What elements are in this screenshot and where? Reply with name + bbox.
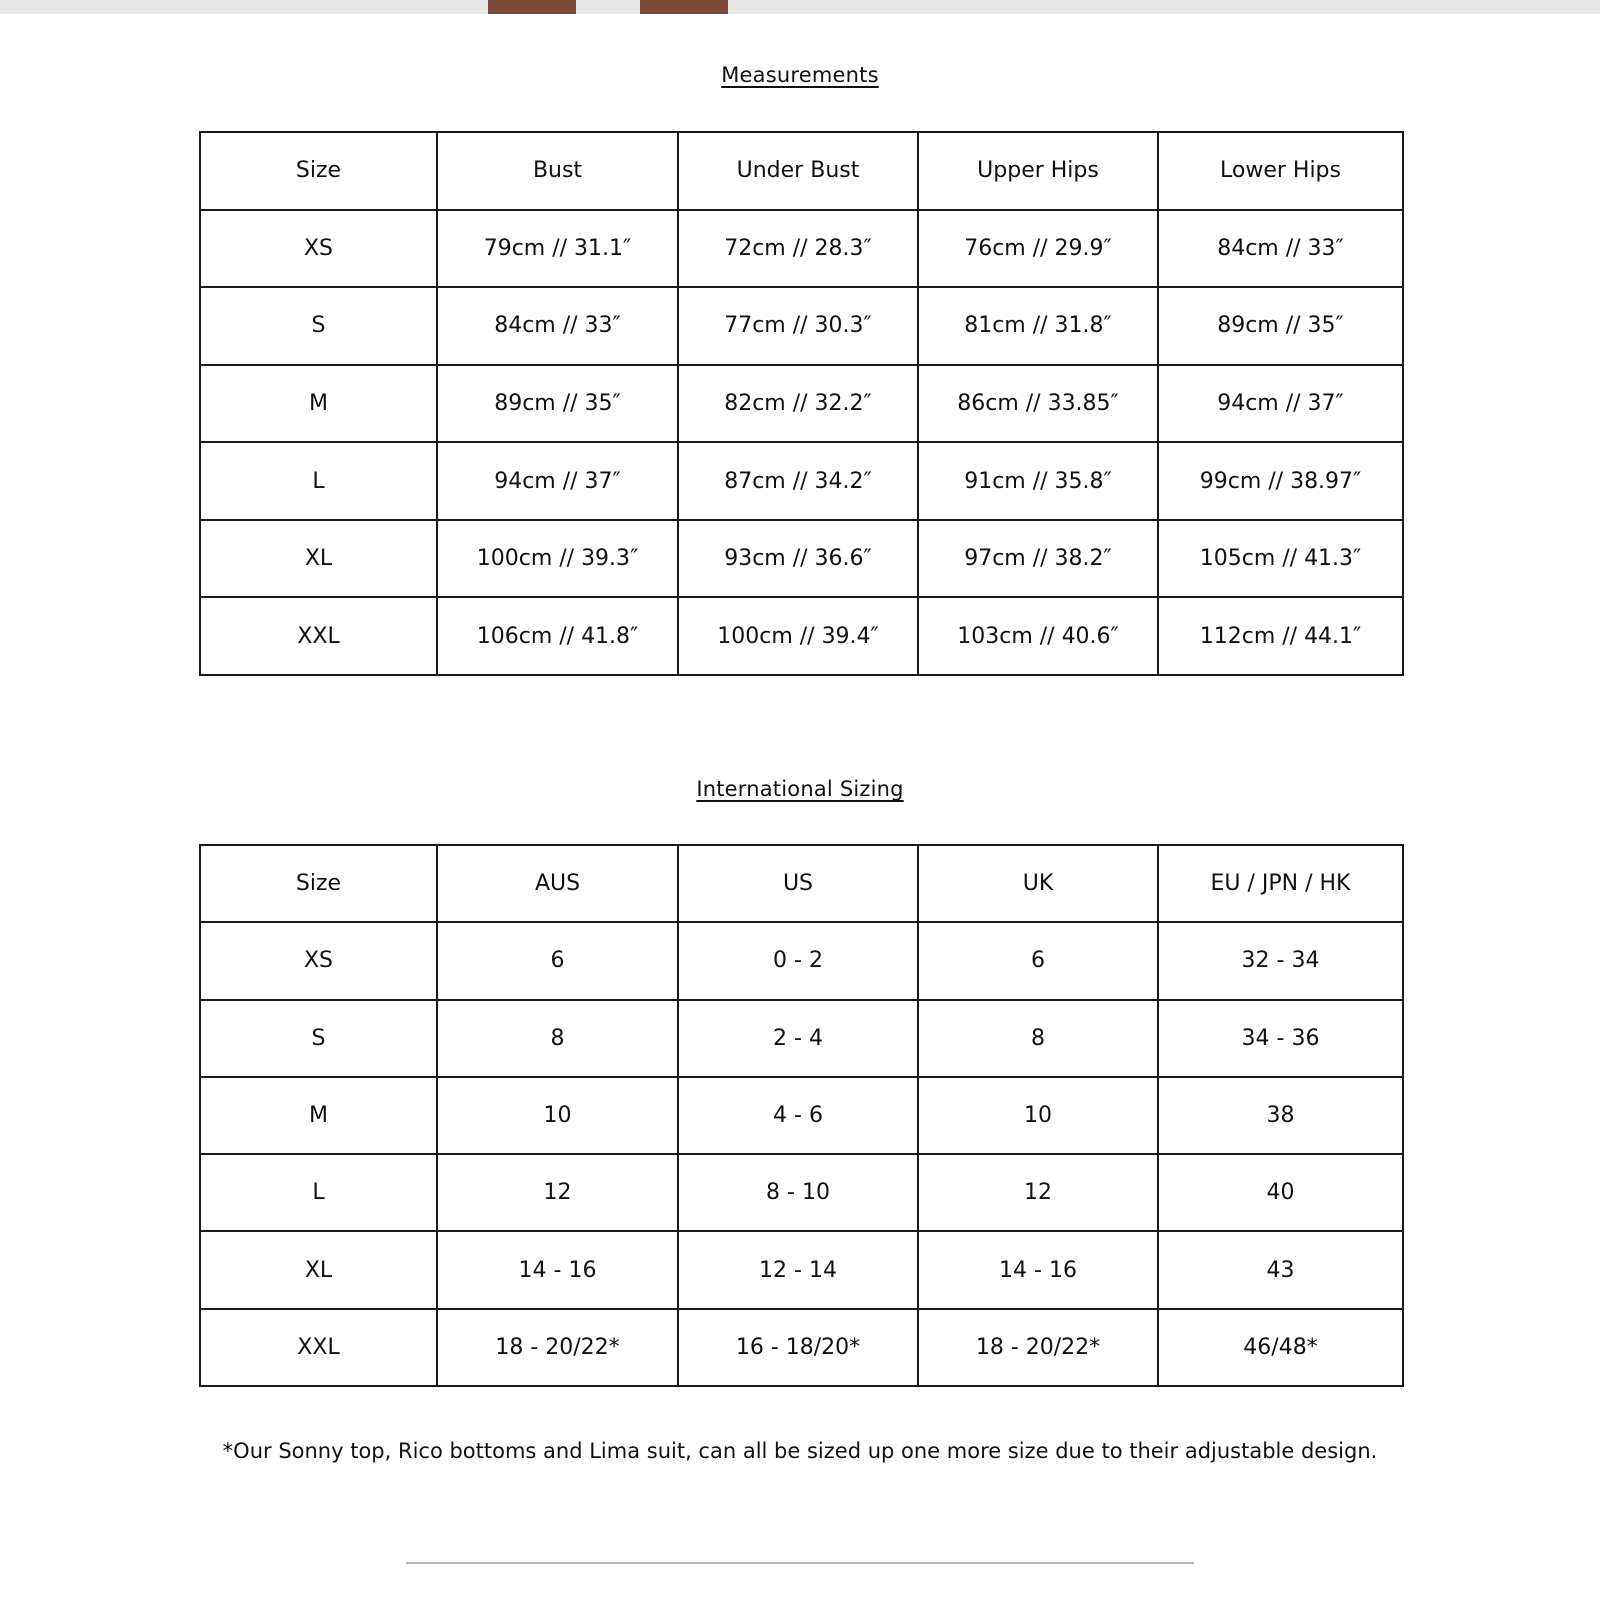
table-cell: 16 - 18/20*	[678, 1309, 918, 1386]
table-cell: 8	[918, 1000, 1158, 1077]
table-cell: 112cm // 44.1″	[1158, 597, 1403, 675]
table-cell: 100cm // 39.4″	[678, 597, 918, 675]
table-cell: 8 - 10	[678, 1154, 918, 1231]
header-cell: Under Bust	[678, 132, 918, 210]
size-cell: L	[200, 442, 437, 520]
table-cell: 99cm // 38.97″	[1158, 442, 1403, 520]
table-cell: 100cm // 39.3″	[437, 520, 678, 598]
table-row	[200, 1000, 1403, 1077]
table-cell: 12	[918, 1154, 1158, 1231]
table-cell: 81cm // 31.8″	[918, 287, 1158, 365]
size-cell: XS	[200, 210, 437, 288]
top-image-strip	[0, 0, 1600, 14]
table-cell: 84cm // 33″	[437, 287, 678, 365]
table-row	[200, 365, 1403, 443]
header-cell: Bust	[437, 132, 678, 210]
header-cell: AUS	[437, 845, 678, 922]
table-cell: 106cm // 41.8″	[437, 597, 678, 675]
header-cell: Size	[200, 845, 437, 922]
table-row	[200, 1077, 1403, 1154]
table-cell: 43	[1158, 1231, 1403, 1308]
table-cell: 79cm // 31.1″	[437, 210, 678, 288]
international-sizing-table	[199, 844, 1404, 1387]
table-cell: 18 - 20/22*	[918, 1309, 1158, 1386]
table-cell: 4 - 6	[678, 1077, 918, 1154]
size-cell: XS	[200, 922, 437, 999]
table-cell: 86cm // 33.85″	[918, 365, 1158, 443]
sizing-footnote: *Our Sonny top, Rico bottoms and Lima suit, can all be sized up one more size due to their adjustable design.	[222, 1439, 1378, 1463]
table-cell: 32 - 34	[1158, 922, 1403, 999]
table-cell: 72cm // 28.3″	[678, 210, 918, 288]
table-cell: 0 - 2	[678, 922, 918, 999]
table-cell: 14 - 16	[918, 1231, 1158, 1308]
measurements-table	[199, 131, 1404, 676]
table-cell: 6	[437, 922, 678, 999]
table-row	[200, 597, 1403, 675]
table-cell: 76cm // 29.9″	[918, 210, 1158, 288]
table-cell: 84cm // 33″	[1158, 210, 1403, 288]
header-cell: Upper Hips	[918, 132, 1158, 210]
international-header-row	[200, 845, 1403, 922]
header-cell: Lower Hips	[1158, 132, 1403, 210]
size-cell: S	[200, 287, 437, 365]
table-cell: 18 - 20/22*	[437, 1309, 678, 1386]
size-cell: XL	[200, 520, 437, 598]
table-row	[200, 210, 1403, 288]
size-cell: XXL	[200, 1309, 437, 1386]
size-cell: M	[200, 365, 437, 443]
table-cell: 46/48*	[1158, 1309, 1403, 1386]
size-cell: M	[200, 1077, 437, 1154]
table-cell: 103cm // 40.6″	[918, 597, 1158, 675]
model-leg-right	[640, 0, 728, 14]
table-cell: 12	[437, 1154, 678, 1231]
size-cell: XXL	[200, 597, 437, 675]
table-cell: 10	[918, 1077, 1158, 1154]
table-cell: 94cm // 37″	[1158, 365, 1403, 443]
header-cell: EU / JPN / HK	[1158, 845, 1403, 922]
table-cell: 93cm // 36.6″	[678, 520, 918, 598]
table-cell: 89cm // 35″	[1158, 287, 1403, 365]
table-cell: 94cm // 37″	[437, 442, 678, 520]
header-cell: Size	[200, 132, 437, 210]
bottom-divider	[406, 1562, 1194, 1564]
table-cell: 8	[437, 1000, 678, 1077]
table-cell: 34 - 36	[1158, 1000, 1403, 1077]
table-cell: 87cm // 34.2″	[678, 442, 918, 520]
table-cell: 89cm // 35″	[437, 365, 678, 443]
table-cell: 105cm // 41.3″	[1158, 520, 1403, 598]
table-cell: 14 - 16	[437, 1231, 678, 1308]
table-row	[200, 442, 1403, 520]
table-cell: 91cm // 35.8″	[918, 442, 1158, 520]
table-row	[200, 1231, 1403, 1308]
model-leg-left	[488, 0, 576, 14]
size-cell: L	[200, 1154, 437, 1231]
header-cell: US	[678, 845, 918, 922]
table-cell: 97cm // 38.2″	[918, 520, 1158, 598]
size-cell: XL	[200, 1231, 437, 1308]
table-row	[200, 1154, 1403, 1231]
table-row	[200, 520, 1403, 598]
measurements-title: Measurements	[721, 63, 879, 87]
table-row	[200, 1309, 1403, 1386]
table-row	[200, 922, 1403, 999]
table-cell: 12 - 14	[678, 1231, 918, 1308]
table-row	[200, 287, 1403, 365]
table-cell: 38	[1158, 1077, 1403, 1154]
header-cell: UK	[918, 845, 1158, 922]
size-cell: S	[200, 1000, 437, 1077]
measurements-header-row	[200, 132, 1403, 210]
international-sizing-title: International Sizing	[696, 777, 904, 801]
table-cell: 77cm // 30.3″	[678, 287, 918, 365]
table-cell: 82cm // 32.2″	[678, 365, 918, 443]
table-cell: 2 - 4	[678, 1000, 918, 1077]
table-cell: 40	[1158, 1154, 1403, 1231]
table-cell: 6	[918, 922, 1158, 999]
table-cell: 10	[437, 1077, 678, 1154]
